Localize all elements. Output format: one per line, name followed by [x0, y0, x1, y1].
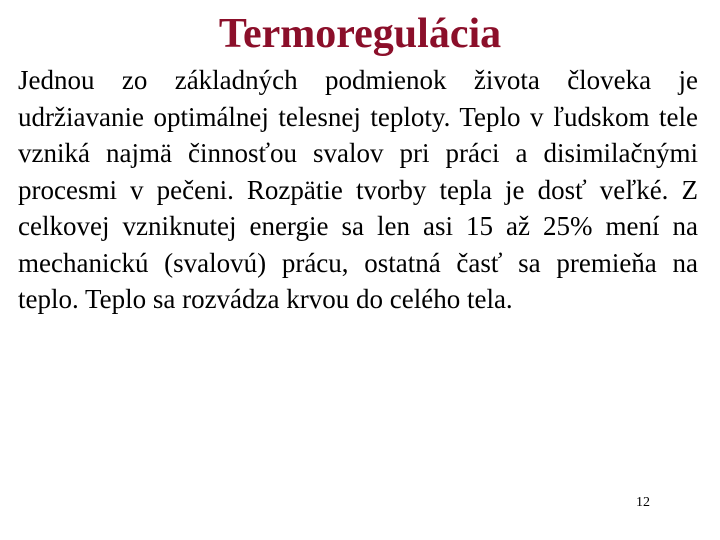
page-number: 12 — [636, 495, 650, 510]
slide-body-text: Jednou zo základných podmienok života človeka je udržiavanie optimálnej telesnej teploty. Teplo v ľudskom tele vzniká najmä činnosťou svalov pri práci a disimilačnými procesmi v pečeni. Rozpätie tvorby tepla je dosť veľké. Z celkovej vzniknutej energie sa len asi 15 až 25% mení na mechanickú (svalovú) prácu, ostatná časť sa premieňa na teplo. Teplo sa rozvádza krvou do celého tela. — [18, 65, 698, 314]
slide-title: Termoregulácia — [218, 11, 502, 57]
